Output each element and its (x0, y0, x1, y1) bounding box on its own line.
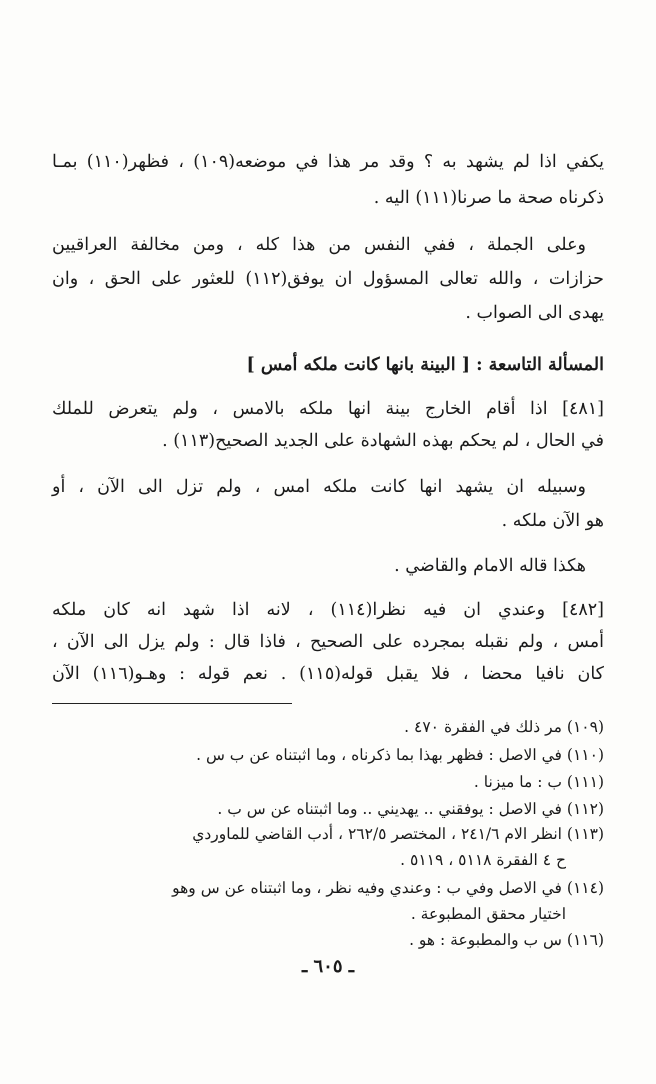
text-line: هو الآن ملكه . (501, 511, 604, 531)
footnote: (١١٠) في الاصل : فظهر بهذا بما ذكرناه ، وما اثبتناه عن ب س . (196, 746, 604, 764)
footnote-separator (52, 703, 292, 704)
footnote: (١١٤) في الاصل وفي ب : وعندي وفيه نظر ، وما اثبتناه عن س وهو (172, 879, 604, 897)
text-line: أمس ، ولم نقبله بمجرده على الصحيح ، فاذا قال : ولم يزل الى الآن ، (52, 632, 604, 652)
footnote: (١٠٩) مر ذلك في الفقرة ٤٧٠ . (404, 718, 604, 736)
page-number: ـ ٦٠٥ ـ (301, 956, 355, 977)
text-line: يكفي اذا لم يشهد به ؟ وقد مر هذا في موضعه(١٠٩) ، فظهر(١١٠) بمـا (52, 152, 605, 172)
section-heading: المسألة التاسعة : [ البينة بانها كانت ملكه أمس ] (246, 355, 604, 375)
footnote: (١١٣) انظر الام ٢٤١/٦ ، المختصر ٢٦٢/٥ ، أدب القاضي للماوردي (192, 825, 604, 843)
text-line: في الحال ، لم يحكم بهذه الشهادة على الجديد الصحيح(١١٣) . (162, 431, 604, 451)
footnote: (١١١) ب : ما ميزنا . (473, 773, 604, 791)
text-line: حزازات ، والله تعالى المسؤول ان يوفق(١١٢) للعثور على الحق ، وان (52, 269, 605, 289)
text-line: [٤٨٢] وعندي ان فيه نظرا(١١٤) ، لانه اذا شهد انه كان ملكه (52, 600, 604, 620)
footnote: (١١٢) في الاصل : يوفقني .. يهديني .. وما اثبتناه عن س ب . (217, 800, 604, 818)
footnote-continuation: اختيار محقق المطبوعة . (410, 905, 566, 923)
page-body (52, 0, 604, 1084)
footnote-continuation: ح ٤ الفقرة ٥١١٨ ، ٥١١٩ . (400, 851, 566, 869)
footnote: (١١٦) س ب والمطبوعة : هو . (409, 931, 604, 949)
text-line: هكذا قاله الامام والقاضي . (394, 556, 586, 576)
text-line: ذكرناه صحة ما صرنا(١١١) اليه . (373, 188, 604, 208)
text-line: وسبيله ان يشهد انها كانت ملكه امس ، ولم تزل الى الآن ، أو (52, 477, 586, 497)
text-line: يهدى الى الصواب . (465, 303, 604, 323)
text-line: وعلى الجملة ، ففي النفس من هذا كله ، ومن مخالفة العراقيين (52, 235, 586, 255)
text-line: [٤٨١] اذا أقام الخارج بينة انها ملكه بالامس ، ولم يتعرض للملك (52, 399, 604, 419)
text-line: كان نافيا محضا ، فلا يقبل قوله(١١٥) . نعم قوله : وهـو(١١٦) الآن (52, 664, 604, 684)
